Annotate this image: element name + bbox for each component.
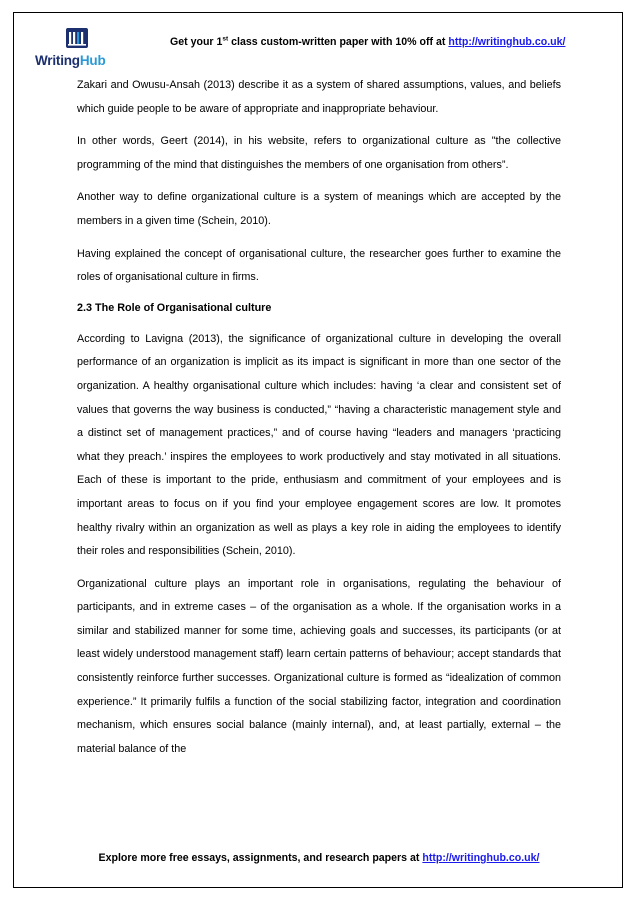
book-building-icon <box>65 27 89 49</box>
promo-text-start: Get your 1 <box>170 36 223 48</box>
footer-text: Explore more free essays, assignments, and research papers at <box>98 852 423 864</box>
header-promo <box>170 36 565 48</box>
paragraph-definition-schein: Another way to define organizational culture is a system of meanings which are accepted by the members in a given time (Schein, 2010). <box>77 191 561 227</box>
footer-link[interactable]: http://writinghub.co.uk/ <box>422 852 540 864</box>
paragraph-transition: Having explained the concept of organisational culture, the researcher goes further to examine the roles of organisational culture in firms. <box>77 247 561 284</box>
page-footer <box>0 852 638 864</box>
logo-word-dark: Writing <box>35 53 80 68</box>
section-heading: 2.3 The Role of Organisational culture <box>77 301 272 314</box>
writinghub-logo[interactable] <box>35 27 125 73</box>
header-promo-link[interactable]: http://writinghub.co.uk/ <box>448 36 566 48</box>
document-body <box>77 74 561 770</box>
paragraph-definition-zakari: Zakari and Owusu-Ansah (2013) describe it as a system of shared assumptions, values, and beliefs which guide people to be aware of appropriate and inappropriate behaviour. <box>77 79 561 115</box>
paragraph-lavigna: According to Lavigna (2013), the significance of organizational culture in developing the overall performance of an organization is implicit as its impact is significant in more than one sector of the organization. A healthy organisational culture which includes: having ‘a clear and consistent set of values that governs the way business is conducted,” “having a characteristic management style and a distinct set of management practices,” and of course having “leaders and managers ‘practicing what they preach.’ inspires the employees to work productively and stay motivated in all situations. Each of these is important to the pride, enthusiasm and commitment of your employees and is important areas to focus on if you find your employee engagement scores are low. It promotes healthy rivalry within an organization as well as plays a key role in aiding the employees to identify their roles and responsibilities (Schein, 2010). <box>77 332 561 558</box>
paragraph-regulating-role: Organizational culture plays an important role in organisations, regulating the behaviour of participants, and in extreme cases – of the organisation as a whole. If the organisation works in a similar and stabilized manner for some time, achieving goals and successes, its participants (or at least widely understood management staff) learn certain patterns of behaviour; accept standards that consistently reinforce further successes. Organizational culture is formed as “idealization of common experience.” It primarily fulfils a function of the social stabilizing factor, integration and coordination mechanism, which ensures social balance (mainly internal), and, at least partially, external – the material balance of the <box>77 577 561 755</box>
page-header <box>30 27 610 75</box>
logo-word-light: Hub <box>79 53 106 68</box>
paragraph-definition-geert: In other words, Geert (2014), in his website, refers to organizational culture as "the collective programming of the mind that distinguishes the members of one organisation from others”. <box>77 135 561 171</box>
promo-text-end: class custom-written paper with 10% off at <box>228 36 449 48</box>
logo-wordmark <box>35 53 106 68</box>
promo-superscript: st <box>222 35 229 43</box>
